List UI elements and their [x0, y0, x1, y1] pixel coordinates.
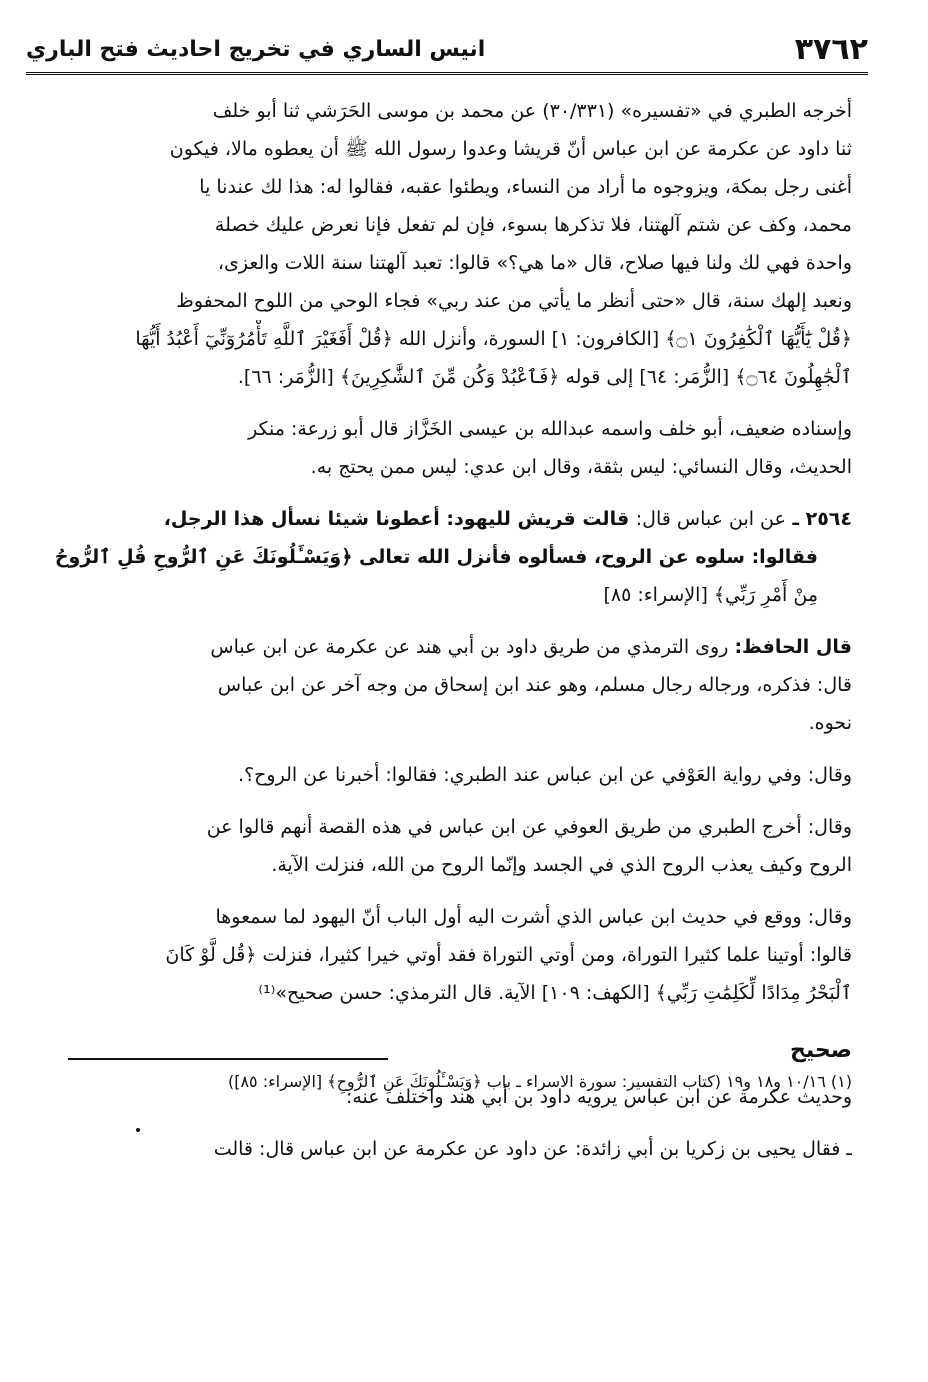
paragraph-hafiz [46, 628, 852, 742]
text-line: ونعبد إلهك سنة، قال «حتى أنظر ما يأتي من عند ربي» فجاء الوحي من اللوح المحفوظ [176, 290, 852, 312]
text-line: أغنى رجل بمكة، ويزوجوه ما أراد من النساء، ويطئوا عقبه، فقالوا له: هذا لك عندنا يا [199, 176, 852, 198]
hadith-intro: عن ابن عباس قال: [635, 508, 786, 530]
grade-heading: صحيح [790, 1038, 852, 1063]
paragraph-tabari-takhrij [46, 92, 852, 396]
text-line: وقال: أخرج الطبري من طريق العوفي عن ابن عباس في هذه القصة أنهم قالوا عن [206, 816, 852, 838]
text-line: الروح وكيف يعذب الروح الذي في الجسد وإنّما الروح من الله، فنزلت الآية. [271, 854, 852, 876]
text-line: ـ فقال يحيى بن زكريا بن أبي زائدة: عن داود عن عكرمة عن ابن عباس قال: قالت [213, 1138, 852, 1160]
footnote: (١) ١٠/١٦ و١٨ و١٩ (كتاب التفسير: سورة الاسراء ـ باب ﴿وَيَسْـَٔلُونَكَ عَنِ ٱلرُّوحِ﴾ [الإسراء: ٨٥]) [227, 1072, 852, 1091]
text-line: قال: فذكره، ورجاله رجال مسلم، وهو عند ابن إسحاق من وجه آخر عن ابن عباس [217, 674, 852, 696]
page-number: ٣٧٦٢ [794, 31, 868, 67]
paragraph-tirmidhi [46, 898, 852, 1012]
text-line: الحديث، وقال النسائي: ليس بثقة، وقال ابن عدي: ليس ممن يحتج به. [310, 456, 852, 478]
hadith-number: ٢٥٦٤ ـ [792, 508, 852, 530]
paragraph-awfi [46, 756, 852, 794]
quran-verse-line: ٱلْبَحْرُ مِدَادًا لِّكَلِمَٰتِ رَبِّي﴾ [الكهف: ١٠٩] الآية. قال الترمذي: حسن صحيح»⁽¹⁾ [258, 982, 852, 1004]
paragraph-isnad-grading [46, 410, 852, 486]
hafiz-label: قال الحافظ: [734, 636, 852, 658]
footnote-separator [68, 1058, 388, 1060]
text-line: نحوه. [808, 712, 852, 734]
running-header [26, 26, 868, 75]
ink-speck [136, 1128, 140, 1132]
text-line: وقال: ووقع في حديث ابن عباس الذي أشرت اليه أول الباب أنّ اليهود لما سمعوها [215, 906, 852, 928]
text-line: وإسناده ضعيف، أبو خلف واسمه عبدالله بن عيسى الخَزَّاز قال أبو زرعة: منكر [248, 418, 852, 440]
hadith-line: مِنْ أَمْرِ رَبِّي﴾ [الإسراء: ٨٥] [603, 584, 818, 606]
hafiz-text: روى الترمذي من طريق داود بن أبي هند عن عكرمة عن ابن عباس [210, 636, 729, 658]
book-title: انيس الساري في تخريج احاديث فتح الباري [26, 36, 486, 62]
quran-verse-line: ﴿قُلْ يَٰٓأَيُّهَا ٱلْكَٰفِرُونَ ۝١﴾ [الكافرون: ١] السورة، وأنزل الله ﴿قُلْ أَفَغَيْرَ ٱللَّهِ تَأْمُرُوٓنِّيٓ أَعْبُدُ أَيُّهَا [135, 328, 852, 350]
text-line: وقال: وفي رواية العَوْفي عن ابن عباس عند الطبري: فقالوا: أخبرنا عن الروح؟. [238, 764, 852, 786]
text-line [46, 628, 852, 666]
text-line: محمد، وكف عن شتم آلهتنا، فلا تذكرها بسوء، فإن لم تفعل فإنا نعرض عليك خصلة [214, 214, 852, 236]
hadith-line: فقالوا: سلوه عن الروح، فسألوه فأنزل الله تعالى ﴿وَيَسْـَٔلُونَكَ عَنِ ٱلرُّوحِ قُلِ ٱلرُّوحُ [54, 546, 818, 568]
text-line: وحديث عكرمة عن ابن عباس يرويه داود بن أبي هند واختلف عنه: [345, 1086, 852, 1108]
text-line: ثنا داود عن عكرمة عن ابن عباس أنّ قريشا وعدوا رسول الله ﷺ أن يعطوه مالا، فيكون [169, 138, 852, 160]
paragraph-tabari-awfi [46, 808, 852, 884]
quran-verse-line: قالوا: أوتينا علما كثيرا التوراة، ومن أوتي التوراة فقد أوتي خيرا كثيرا، فنزلت ﴿قُل لَّوْ كَانَ [165, 944, 852, 966]
text-line: أخرجه الطبري في «تفسيره» (٣٠/٣٣١) عن محمد بن موسى الحَرَشي ثنا أبو خلف [212, 100, 852, 122]
paragraph-yahya [46, 1130, 852, 1168]
page-body [46, 92, 852, 1182]
hadith-text: قالت قريش لليهود: أعطونا شيئا نسأل هذا الرجل، [163, 508, 630, 530]
quran-verse-line: ٱلْجَٰهِلُونَ ۝٦٤﴾ [الزُّمَر: ٦٤] إلى قوله ﴿فَٱعْبُدْ وَكُن مِّنَ ٱلشَّٰكِرِينَ﴾ [الزُّمَر: ٦٦]. [237, 366, 852, 388]
hadith-2564 [46, 500, 852, 614]
text-line: واحدة فهي لك ولنا فيها صلاح، قال «ما هي؟» قالوا: تعبد آلهتنا سنة اللات والعزى، [217, 252, 852, 274]
hadith-line [46, 500, 852, 538]
